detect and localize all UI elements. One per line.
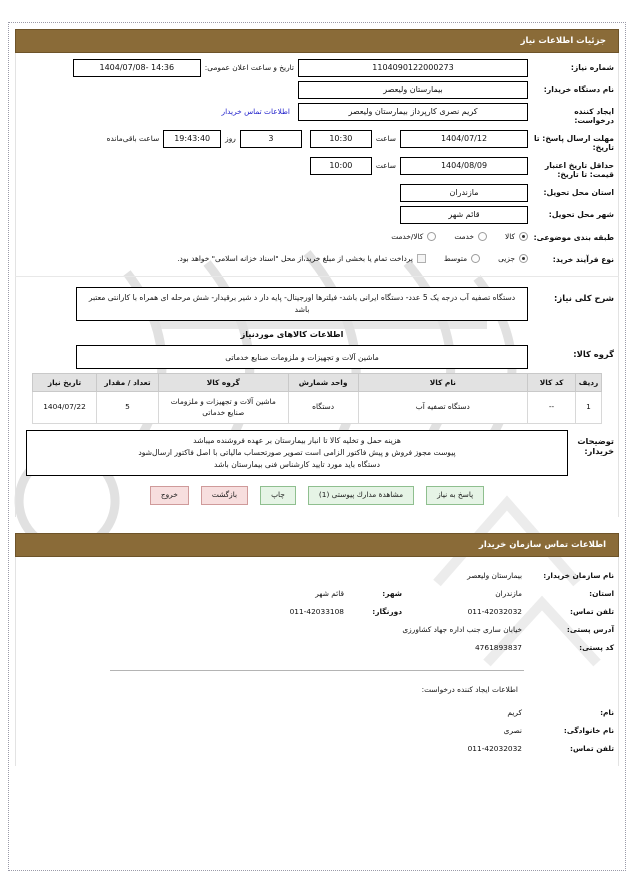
need-number-label: شماره نیاز: xyxy=(570,63,614,72)
buyer-organization-label: نام دستگاه خریدار: xyxy=(543,85,614,94)
cell-name: دستگاه تصفیه آب xyxy=(358,392,528,424)
buyer-organization-row xyxy=(20,81,614,99)
goods-group-row xyxy=(20,345,614,369)
need-summary-label: شرح کلی نیاز: xyxy=(554,292,614,303)
col-unit: واحد شمارش xyxy=(288,374,358,392)
cell-row: 1 xyxy=(576,392,602,424)
classification-row xyxy=(20,228,614,246)
contact-address-label: آدرس پستی: xyxy=(566,625,614,635)
exit-button[interactable]: خروج xyxy=(150,486,189,505)
goods-group-label: گروه کالا: xyxy=(573,349,614,360)
announce-datetime-label: تاریخ و ساعت اعلان عمومی: xyxy=(204,63,294,72)
contact-org-label: نام سازمان خریدار: xyxy=(543,571,614,581)
buyer-notes-text xyxy=(26,430,568,476)
goods-info-section-title: اطلاعات کالاهای موردنیاز xyxy=(240,329,344,340)
radio-khedmat-icon[interactable] xyxy=(478,232,487,241)
cell-group: ماشین آلات و تجهیزات و ملزومات صنایع خدماتی xyxy=(158,392,288,424)
contact-province-label: استان: xyxy=(589,589,614,599)
col-row: ردیف xyxy=(576,374,602,392)
reply-deadline-date-field[interactable]: 1404/07/12 xyxy=(400,130,528,148)
col-group: گروه کالا xyxy=(158,374,288,392)
request-creator-label: ایجاد کننده درخواست: xyxy=(574,107,614,126)
delivery-city-row xyxy=(20,206,614,224)
col-name: نام کالا xyxy=(358,374,528,392)
days-unit-label: روز xyxy=(225,133,236,143)
price-validity-date-field[interactable]: 1404/08/09 xyxy=(400,157,528,175)
classification-option-khedmat[interactable] xyxy=(448,232,487,241)
creator-phone-value: 011-42032032 xyxy=(467,744,522,754)
contact-phone-value: 011-42032032 xyxy=(467,607,522,617)
price-validity-time-field[interactable]: 10:00 xyxy=(310,157,372,175)
contact-fax-value: 011-42033108 xyxy=(289,607,344,617)
classification-label: طبقه بندی موضوعی: xyxy=(533,233,614,243)
classification-option-kala-khedmat-label: کالا/خدمت xyxy=(391,232,424,242)
table-row xyxy=(33,392,602,424)
action-buttons-row xyxy=(20,486,614,505)
creator-row-lastname xyxy=(20,726,614,735)
radio-kala-khedmat-icon[interactable] xyxy=(427,232,436,241)
col-code: کد کالا xyxy=(528,374,576,392)
goods-table xyxy=(32,373,602,424)
buyer-notes-row xyxy=(20,430,614,476)
print-button[interactable]: چاپ xyxy=(260,486,296,505)
buyer-notes-line-2: پیوست مجوز فروش و پیش فاکتور الزامی است تصویر صورتحساب مالیاتی با اصل فاکتور ارسال‌شود xyxy=(138,448,456,458)
creator-firstname-label: نام: xyxy=(600,708,614,718)
delivery-city-label: شهر محل تحویل: xyxy=(548,209,614,219)
need-summary-row xyxy=(20,287,614,321)
contact-divider xyxy=(110,670,524,671)
contact-row-province-city xyxy=(20,589,614,598)
goods-table-header-row xyxy=(33,374,602,392)
contact-province-value: مازندران xyxy=(495,589,522,599)
contact-row-phone-fax xyxy=(20,607,614,616)
treasury-bonds-checkbox-icon[interactable] xyxy=(417,254,426,263)
contact-postal-code-label: کد پستی: xyxy=(579,643,614,653)
cell-need-date: 1404/07/22 xyxy=(33,392,97,424)
process-type-row xyxy=(20,250,614,268)
buyer-contact-info-link[interactable]: اطلاعات تماس خریدار xyxy=(221,107,290,116)
reply-deadline-hour-label: ساعت xyxy=(375,133,396,143)
need-details-panel xyxy=(15,53,619,277)
col-qty: تعداد / مقدار xyxy=(97,374,159,392)
creator-row-firstname xyxy=(20,708,614,717)
classification-option-khedmat-label: خدمت xyxy=(454,232,474,242)
classification-option-kala[interactable] xyxy=(499,232,528,241)
cell-code: -- xyxy=(528,392,576,424)
contact-phone-label: تلفن تماس: xyxy=(570,607,614,617)
buyer-notes-line-1: هزینه حمل و تخلیه کالا تا انبار بیمارستان بر عهده فروشنده میباشد xyxy=(193,435,401,445)
cell-qty: 5 xyxy=(97,392,159,424)
process-type-option-jozei[interactable] xyxy=(492,254,528,263)
request-creator-heading: اطلاعات ایجاد کننده درخواست: xyxy=(421,685,518,695)
remaining-days-field[interactable]: 3 xyxy=(240,130,302,148)
remaining-time-label: ساعت باقی‌مانده xyxy=(106,133,160,143)
contact-fax-label: دورنگار: xyxy=(372,607,402,617)
contact-address-value: خیابان ساری جنب اداره جهاد کشاورزی xyxy=(402,625,522,635)
process-type-option-jozei-label: جزیی xyxy=(498,254,515,264)
need-number-field[interactable]: 1104090122000273 xyxy=(298,59,528,77)
radio-jozei-icon[interactable] xyxy=(519,254,528,263)
contact-city-label: شهر: xyxy=(382,589,402,599)
need-summary-text: دستگاه تصفیه آب درجه یک 5 عدد- دستگاه ایرانی باشد- فیلترها اورجینال- پایه دار د شیر برقیدار- شش مرحله ای همراه با کارانتی معتبر باشد xyxy=(76,287,528,321)
delivery-city-field[interactable]: قائم شهر xyxy=(400,206,528,224)
buyer-notes-label: توضیحات خریدار: xyxy=(577,435,614,457)
reply-deadline-time-field[interactable]: 10:30 xyxy=(310,130,372,148)
need-details-section-title: جزئیات اطلاعات نیاز xyxy=(520,36,606,46)
need-number-row xyxy=(20,59,614,77)
buyer-organization-field[interactable]: بیمارستان ولیعصر xyxy=(298,81,528,99)
col-need-date: تاریخ نیاز xyxy=(33,374,97,392)
need-details-section-header xyxy=(15,29,619,53)
goods-group-field[interactable]: ماشین آلات و تجهیزات و ملزومات صنایع خدماتی xyxy=(76,345,528,369)
announce-datetime-field[interactable]: 14:36 -1404/07/08 xyxy=(73,59,201,77)
delivery-province-field[interactable]: مازندران xyxy=(400,184,528,202)
creator-lastname-value: نصری xyxy=(503,726,522,736)
delivery-province-label: استان محل تحویل: xyxy=(543,187,614,197)
price-validity-row xyxy=(20,157,614,180)
treasury-bonds-checkbox-label: پرداخت تمام یا بخشی از مبلغ خرید،از محل "اسناد خزانه اسلامی" خواهد بود. xyxy=(177,254,413,264)
cell-unit: دستگاه xyxy=(288,392,358,424)
radio-kala-icon[interactable] xyxy=(519,232,528,241)
buyer-contact-section-header xyxy=(15,533,619,557)
contact-postal-code-value: 4761893837 xyxy=(474,643,522,653)
contact-row-postal-code xyxy=(20,643,614,652)
process-type-option-motavaset-label: متوسط xyxy=(443,254,468,264)
remaining-time-field[interactable]: 19:43:40 xyxy=(163,130,221,148)
creator-lastname-label: نام خانوادگی: xyxy=(563,726,614,736)
reply-deadline-row xyxy=(20,130,614,153)
contact-row-address xyxy=(20,625,614,634)
respond-to-need-button[interactable]: پاسخ به نیاز xyxy=(426,486,484,505)
classification-option-kala-label: کالا xyxy=(505,232,515,242)
buyer-contact-section-title: اطلاعات تماس سازمان خریدار xyxy=(478,540,606,551)
contact-city-value: قائم شهر xyxy=(315,589,344,599)
need-summary-panel xyxy=(15,277,619,517)
classification-option-kala-khedmat[interactable] xyxy=(385,232,436,241)
buyer-notes-line-3: دستگاه باید مورد تایید کارشناس فنی بیمارستان باشد xyxy=(214,460,380,470)
price-validity-hour-label: ساعت xyxy=(375,160,396,170)
radio-motavaset-icon[interactable] xyxy=(471,254,480,263)
request-creator-row xyxy=(20,103,614,126)
contact-row-org xyxy=(20,571,614,580)
view-attachments-button[interactable]: مشاهدة مدارك پیوستی (1) xyxy=(308,486,414,505)
page-frame xyxy=(8,22,626,871)
process-type-label: نوع فرآیند خرید: xyxy=(552,255,614,265)
request-creator-field[interactable]: کریم نصری کارپرداز بیمارستان ولیعصر xyxy=(298,103,528,121)
buyer-contact-panel xyxy=(15,557,619,766)
contact-org-value: بیمارستان ولیعصر xyxy=(467,571,522,581)
price-validity-label: حداقل تاریخ اعتبار قیمت: تا تاریخ: xyxy=(544,160,614,180)
back-button[interactable]: بازگشت xyxy=(201,486,248,505)
treasury-bonds-checkbox-group[interactable] xyxy=(171,254,426,263)
creator-firstname-value: کریم xyxy=(507,708,522,718)
delivery-province-row xyxy=(20,184,614,202)
reply-deadline-label: مهلت ارسال پاسخ: تا تاریخ: xyxy=(533,133,614,153)
creator-row-phone xyxy=(20,744,614,753)
process-type-option-motavaset[interactable] xyxy=(438,254,480,263)
creator-phone-label: تلفن تماس: xyxy=(570,744,614,754)
